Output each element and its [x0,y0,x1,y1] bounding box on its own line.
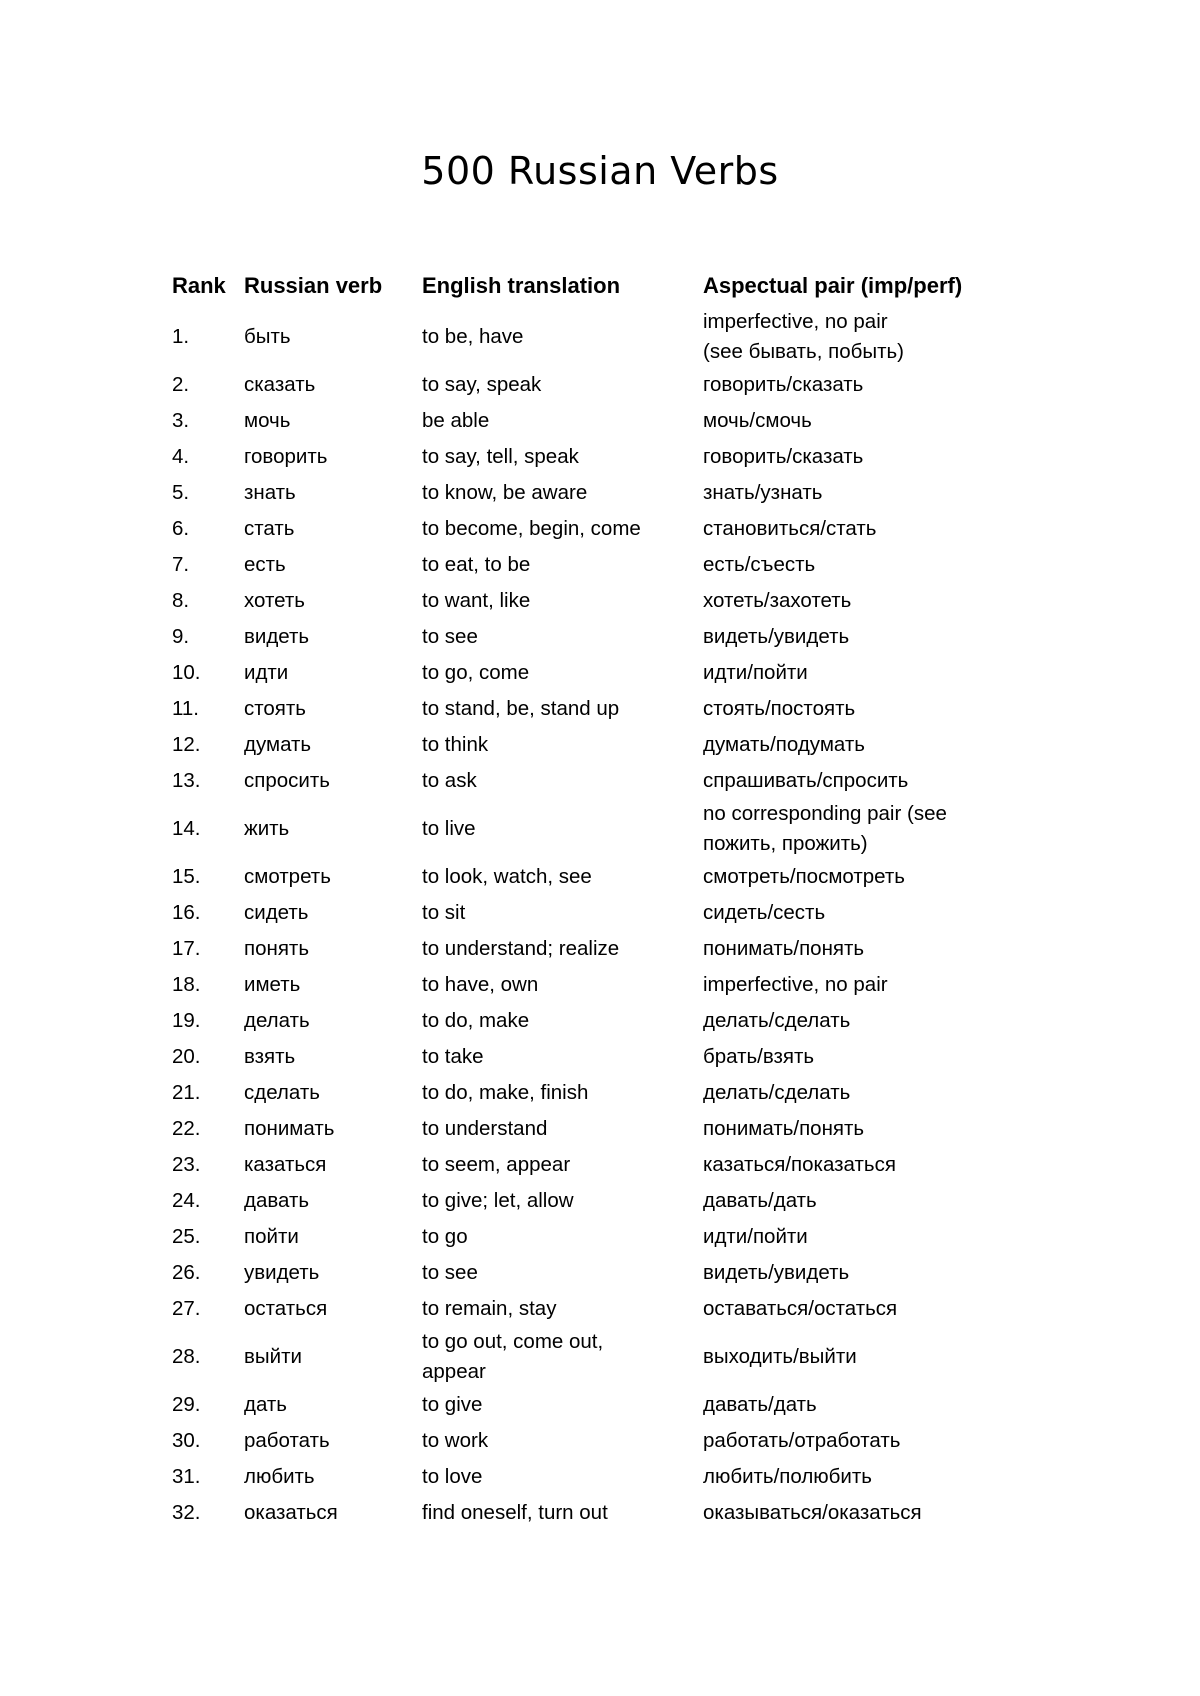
table-row [172,1291,1003,1327]
cell-russian-verb: взять [244,1045,296,1068]
table-row [172,967,1003,1003]
table-row [172,1003,1003,1039]
table-row [172,763,1003,799]
cell-rank: 24. [172,1189,201,1212]
cell-english-translation: to understand [422,1117,548,1140]
cell-rank: 20. [172,1045,201,1068]
cell-aspectual-pair: imperfective, no pair (see бывать, побыть) [703,310,904,363]
document-title: 500 Russian Verbs [421,149,779,193]
table-row [172,511,1003,547]
cell-aspectual-pair: любить/полюбить [703,1465,872,1488]
cell-aspectual-pair: смотреть/посмотреть [703,865,905,888]
cell-russian-verb: видеть [244,625,310,648]
cell-russian-verb: стать [244,517,295,540]
cell-rank: 18. [172,973,201,996]
cell-english-translation: to do, make [422,1009,530,1032]
cell-russian-verb: делать [244,1009,310,1032]
cell-rank: 21. [172,1081,201,1104]
cell-english-translation: to see [422,1261,478,1284]
cell-english-translation: to go, come [422,661,530,684]
cell-english-translation: to become, begin, come [422,517,641,540]
cell-rank: 22. [172,1117,201,1140]
table-row [172,619,1003,655]
cell-aspectual-pair: идти/пойти [703,661,808,684]
cell-aspectual-pair: хотеть/захотеть [703,589,852,612]
cell-rank: 30. [172,1429,201,1452]
cell-rank: 6. [172,517,190,540]
table-row [172,403,1003,439]
cell-russian-verb: думать [244,733,312,756]
cell-english-translation: to go [422,1225,468,1248]
cell-english-translation: to know, be aware [422,481,588,504]
table-row [172,655,1003,691]
cell-russian-verb: спросить [244,769,330,792]
cell-rank: 3. [172,409,190,432]
cell-aspectual-pair: брать/взять [703,1045,815,1068]
cell-rank: 14. [172,817,201,840]
cell-russian-verb: давать [244,1189,310,1212]
cell-aspectual-pair: спрашивать/спросить [703,769,909,792]
cell-english-translation: to go out, come out, appear [422,1330,604,1383]
cell-rank: 27. [172,1297,201,1320]
table-row [172,367,1003,403]
table-header-row [172,271,1003,307]
cell-russian-verb: остаться [244,1297,328,1320]
cell-russian-verb: иметь [244,973,301,996]
cell-aspectual-pair: работать/отработать [703,1429,901,1452]
cell-russian-verb: дать [244,1393,287,1416]
cell-russian-verb: увидеть [244,1261,320,1284]
cell-russian-verb: выйти [244,1345,302,1368]
cell-aspectual-pair: делать/сделать [703,1081,851,1104]
cell-russian-verb: казаться [244,1153,327,1176]
table-row [172,1459,1003,1495]
table-row [172,931,1003,967]
cell-rank: 29. [172,1393,201,1416]
cell-aspectual-pair: видеть/увидеть [703,1261,850,1284]
cell-aspectual-pair: становиться/стать [703,517,877,540]
cell-russian-verb: мочь [244,409,291,432]
cell-english-translation: to stand, be, stand up [422,697,620,720]
cell-rank: 4. [172,445,190,468]
cell-aspectual-pair: думать/подумать [703,733,865,756]
cell-aspectual-pair: мочь/смочь [703,409,812,432]
cell-rank: 1. [172,325,190,348]
cell-english-translation: to work [422,1429,489,1452]
cell-aspectual-pair: есть/съесть [703,553,816,576]
verbs-table [172,271,1003,1531]
cell-russian-verb: сидеть [244,901,309,924]
header-aspectual-pair: Aspectual pair (imp/perf) [703,273,963,298]
cell-rank: 10. [172,661,201,684]
table-row [172,1387,1003,1423]
cell-english-translation: to take [422,1045,484,1068]
cell-english-translation: to think [422,733,489,756]
cell-rank: 8. [172,589,190,612]
cell-aspectual-pair: стоять/постоять [703,697,856,720]
cell-aspectual-pair: no corresponding pair (see пожить, прожить) [703,802,947,855]
cell-russian-verb: пойти [244,1225,299,1248]
cell-aspectual-pair: понимать/понять [703,937,865,960]
cell-aspectual-pair: давать/дать [703,1393,817,1416]
cell-russian-verb: оказаться [244,1501,338,1524]
table-row [172,1219,1003,1255]
table-row [172,475,1003,511]
cell-russian-verb: понимать [244,1117,335,1140]
cell-aspectual-pair: видеть/увидеть [703,625,850,648]
cell-russian-verb: смотреть [244,865,331,888]
cell-russian-verb: идти [244,661,289,684]
table-row [172,1183,1003,1219]
cell-rank: 9. [172,625,190,648]
cell-english-translation: be able [422,409,490,432]
cell-aspectual-pair: делать/сделать [703,1009,851,1032]
cell-rank: 19. [172,1009,201,1032]
cell-aspectual-pair: сидеть/сесть [703,901,826,924]
table-row [172,1327,1003,1387]
cell-english-translation: find oneself, turn out [422,1501,608,1524]
cell-english-translation: to look, watch, see [422,865,592,888]
table-row [172,859,1003,895]
cell-rank: 23. [172,1153,201,1176]
table-row [172,727,1003,763]
cell-rank: 13. [172,769,201,792]
table-body [172,307,1003,1531]
cell-russian-verb: сказать [244,373,316,396]
cell-english-translation: to do, make, finish [422,1081,589,1104]
cell-rank: 17. [172,937,201,960]
cell-russian-verb: есть [244,553,286,576]
cell-rank: 5. [172,481,190,504]
table-row [172,1111,1003,1147]
cell-aspectual-pair: оставаться/остаться [703,1297,898,1320]
cell-rank: 32. [172,1501,201,1524]
cell-aspectual-pair: говорить/сказать [703,373,864,396]
cell-rank: 12. [172,733,201,756]
cell-russian-verb: стоять [244,697,306,720]
cell-english-translation: to give; let, allow [422,1189,574,1212]
cell-english-translation: to remain, stay [422,1297,557,1320]
table-row [172,1423,1003,1459]
cell-russian-verb: быть [244,325,291,348]
cell-english-translation: to have, own [422,973,539,996]
cell-rank: 7. [172,553,190,576]
table-row [172,547,1003,583]
table-row [172,1495,1003,1531]
cell-aspectual-pair: давать/дать [703,1189,817,1212]
cell-english-translation: to understand; realize [422,937,620,960]
table-row [172,1039,1003,1075]
cell-rank: 16. [172,901,201,924]
cell-english-translation: to give [422,1393,483,1416]
table-row [172,691,1003,727]
cell-english-translation: to live [422,817,476,840]
cell-aspectual-pair: imperfective, no pair [703,973,888,996]
table-row [172,439,1003,475]
table-row [172,1255,1003,1291]
cell-english-translation: to love [422,1465,483,1488]
cell-russian-verb: работать [244,1429,330,1452]
table-row [172,583,1003,619]
cell-rank: 28. [172,1345,201,1368]
cell-russian-verb: говорить [244,445,328,468]
cell-aspectual-pair: знать/узнать [703,481,823,504]
cell-english-translation: to eat, to be [422,553,531,576]
table-row [172,799,1003,859]
header-english-translation: English translation [422,273,621,298]
cell-aspectual-pair: казаться/показаться [703,1153,896,1176]
cell-russian-verb: жить [244,817,290,840]
cell-english-translation: to seem, appear [422,1153,571,1176]
cell-rank: 11. [172,697,199,720]
cell-rank: 26. [172,1261,201,1284]
cell-russian-verb: любить [244,1465,315,1488]
table-row [172,307,1003,367]
cell-english-translation: to sit [422,901,466,924]
cell-rank: 25. [172,1225,201,1248]
cell-english-translation: to say, tell, speak [422,445,579,468]
cell-russian-verb: знать [244,481,296,504]
cell-rank: 2. [172,373,190,396]
cell-russian-verb: понять [244,937,309,960]
table-row [172,1075,1003,1111]
cell-rank: 15. [172,865,201,888]
table-row [172,895,1003,931]
cell-english-translation: to be, have [422,325,524,348]
cell-aspectual-pair: говорить/сказать [703,445,864,468]
header-rank: Rank [172,273,226,298]
cell-aspectual-pair: оказываться/оказаться [703,1501,922,1524]
cell-rank: 31. [172,1465,201,1488]
cell-russian-verb: сделать [244,1081,320,1104]
cell-aspectual-pair: выходить/выйти [703,1345,857,1368]
cell-english-translation: to want, like [422,589,531,612]
table-row [172,1147,1003,1183]
cell-english-translation: to see [422,625,478,648]
header-russian-verb: Russian verb [244,273,383,298]
cell-aspectual-pair: понимать/понять [703,1117,865,1140]
cell-aspectual-pair: идти/пойти [703,1225,808,1248]
cell-english-translation: to ask [422,769,477,792]
cell-russian-verb: хотеть [244,589,305,612]
cell-english-translation: to say, speak [422,373,542,396]
